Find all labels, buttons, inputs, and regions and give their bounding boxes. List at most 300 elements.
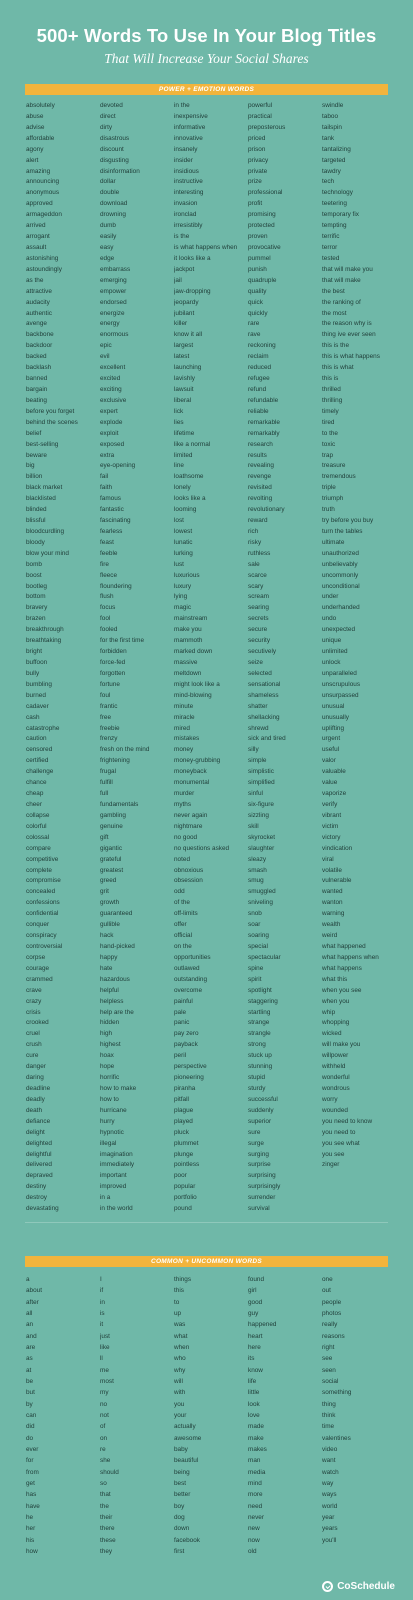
word-item: perspective (174, 1063, 207, 1071)
word-item: is the (174, 233, 190, 241)
word-item: wicked (322, 1030, 342, 1038)
word-item: tired (322, 418, 335, 426)
word-item: awesome (174, 1434, 202, 1442)
word-item: spine (248, 964, 264, 972)
word-item: like a normal (174, 440, 211, 448)
word-item: vibrant (322, 811, 342, 819)
word-item: fleece (100, 571, 118, 579)
word-item: boost (26, 571, 42, 579)
word-item: opportunities (174, 953, 211, 961)
word-item: best (174, 1479, 187, 1487)
word-item: hope (100, 1063, 115, 1071)
word-item: frightening (100, 757, 130, 765)
word-item: outlawed (174, 964, 200, 972)
word-item: never (248, 1513, 264, 1521)
word-item: timely (322, 407, 339, 415)
word-item: fresh on the mind (100, 746, 150, 754)
word-item: growth (100, 899, 120, 907)
word-item: disinformation (100, 167, 140, 175)
word-item: dollar (100, 178, 116, 186)
word-item: here (248, 1343, 261, 1351)
word-item: helpful (100, 986, 119, 994)
word-item: snob (248, 910, 262, 918)
word-item: value (322, 779, 338, 787)
word-item: killer (174, 320, 188, 328)
word-item: undo (322, 615, 337, 623)
word-item: armageddon (26, 211, 62, 219)
word-item: made (248, 1423, 264, 1431)
word-item: how (26, 1547, 38, 1555)
word-item: and (26, 1332, 37, 1340)
word-item: right (322, 1343, 335, 1351)
word-item: for (26, 1457, 34, 1465)
word-item: girl (248, 1287, 257, 1295)
word-item: in the world (100, 1205, 133, 1213)
word-item: poor (174, 1172, 187, 1180)
word-item: boy (174, 1502, 185, 1510)
word-item: easily (100, 233, 117, 241)
word-item: tech (322, 178, 335, 186)
word-item: complete (26, 866, 52, 874)
word-item: download (100, 200, 128, 208)
word-item: video (322, 1445, 338, 1453)
word-item: helpless (100, 997, 124, 1005)
word-item: empower (100, 287, 127, 295)
word-item: hurricane (100, 1106, 127, 1114)
word-item: shellacking (248, 713, 280, 721)
word-item: drowning (100, 211, 126, 219)
word-item: powerful (248, 102, 273, 109)
word-item: assault (26, 243, 47, 251)
word-item: plunge (174, 1150, 194, 1158)
word-item: lonely (174, 484, 191, 492)
word-item: sturdy (248, 1084, 266, 1092)
word-item: your (174, 1411, 187, 1419)
word-item: belief (26, 429, 42, 437)
word-item: concealed (26, 888, 56, 896)
word-item: lick (174, 407, 184, 415)
word-item: all (26, 1309, 33, 1317)
word-item: refund (248, 385, 267, 393)
word-item: attractive (26, 287, 52, 295)
word-item: dumb (100, 222, 116, 230)
word-item: immediately (100, 1161, 135, 1169)
word-item: skyrocket (248, 833, 275, 841)
word-item: unusual (322, 702, 345, 710)
word-item: blinded (26, 506, 47, 514)
word-item: myths (174, 801, 192, 808)
word-item: thrilling (322, 396, 343, 404)
word-item: trap (322, 451, 334, 459)
word-item: weird (322, 932, 338, 940)
word-item: simplified (248, 779, 275, 787)
word-item: marked down (174, 648, 213, 656)
word-item: protected (248, 222, 275, 230)
word-item: crave (26, 986, 42, 994)
word-item: backdoor (26, 342, 53, 350)
word-item: informative (174, 123, 206, 131)
word-item: tailspin (322, 123, 342, 131)
word-item: mistakes (174, 735, 200, 743)
word-item: buffoon (26, 659, 48, 667)
word-item: destiny (26, 1183, 47, 1191)
word-item: practical (248, 112, 272, 120)
word-item: makes (248, 1445, 267, 1453)
word-item: offer (174, 921, 187, 929)
word-item: pioneering (174, 1074, 204, 1082)
word-item: chance (26, 779, 47, 787)
word-item: official (174, 932, 192, 940)
word-item: valentines (322, 1434, 351, 1442)
word-item: slaughter (248, 844, 275, 852)
word-item: victim (322, 822, 339, 830)
word-item: of the (174, 899, 190, 907)
word-item: professional (248, 189, 283, 197)
word-item: frantic (100, 702, 118, 710)
word-item: wounded (322, 1106, 348, 1114)
word-item: horrific (100, 1074, 120, 1082)
word-item: when you (322, 997, 350, 1005)
word-item: pay zero (174, 1030, 199, 1038)
word-item: prison (248, 145, 266, 153)
word-item: it (100, 1321, 104, 1329)
word-item: lust (174, 560, 184, 568)
word-item: defiance (26, 1117, 51, 1125)
word-item: was (174, 1321, 186, 1329)
word-item: on the (174, 942, 192, 950)
word-item: backlash (26, 364, 52, 372)
word-item: think (322, 1411, 336, 1419)
word-item: refundable (248, 396, 279, 404)
word-item: conquer (26, 921, 50, 929)
word-item: meltdown (174, 669, 202, 677)
word-item: lost (174, 517, 184, 525)
word-item: magic (174, 604, 192, 612)
word-item: astonishing (26, 254, 59, 262)
word-item: blow your mind (26, 549, 69, 557)
word-item: worry (322, 1095, 338, 1103)
word-item: what happens when (322, 953, 379, 961)
word-item: gullible (100, 921, 120, 929)
word-item: energize (100, 309, 125, 317)
word-item: caution (26, 735, 47, 743)
word-item: way (322, 1479, 334, 1487)
word-item: energy (100, 320, 120, 328)
word-item: but (26, 1389, 35, 1397)
word-item: focus (100, 604, 116, 612)
coschedule-logo (322, 1581, 395, 1592)
word-item: startling (248, 1008, 271, 1016)
word-item: want (322, 1457, 336, 1465)
word-item: results (248, 451, 267, 459)
word-item: social (322, 1377, 339, 1385)
word-item: withheld (322, 1063, 346, 1071)
word-column (322, 101, 396, 1215)
word-item: pluck (174, 1128, 189, 1136)
word-item: hidden (100, 1019, 120, 1027)
word-item: this is what (322, 364, 354, 372)
word-item: fundamentals (100, 801, 139, 808)
word-item: about (26, 1287, 42, 1295)
word-item: sale (248, 560, 260, 568)
word-item: obsession (174, 877, 203, 885)
word-item: never again (174, 811, 208, 819)
word-item: staggering (248, 997, 278, 1005)
word-item: interesting (174, 189, 204, 197)
word-item: bomb (26, 560, 42, 568)
word-item: secrets (248, 615, 269, 623)
word-item: loathsome (174, 473, 204, 481)
word-item: important (100, 1172, 127, 1180)
word-item: billion (26, 473, 43, 481)
word-item: easy (100, 243, 114, 251)
word-item: surprising (248, 1172, 276, 1180)
word-item: is what happens when (174, 243, 238, 251)
word-item: shrewd (248, 724, 269, 732)
word-item: ultimate (322, 538, 345, 546)
word-item: silly (248, 746, 259, 754)
word-item: audacity (26, 298, 50, 306)
word-item: more (248, 1491, 263, 1499)
word-item: something (322, 1389, 352, 1397)
word-item: uncommonly (322, 571, 359, 579)
word-item: invasion (174, 200, 198, 208)
word-item: revealing (248, 462, 274, 470)
word-item: faith (100, 484, 113, 492)
checkmark-circle-icon (322, 1581, 333, 1592)
word-item: things (174, 1276, 192, 1283)
word-item: remarkably (248, 429, 280, 437)
word-item: you see (322, 1150, 345, 1158)
word-item: fearless (100, 527, 123, 535)
word-item: private (248, 167, 268, 175)
word-item: cure (26, 1052, 39, 1060)
word-column (248, 1274, 322, 1557)
word-item: rich (248, 527, 259, 535)
word-column (100, 101, 174, 1215)
word-item: not (100, 1411, 109, 1419)
word-item: do (26, 1434, 34, 1442)
word-item: fire (100, 560, 109, 568)
word-item: hurry (100, 1117, 115, 1125)
word-column (100, 1274, 174, 1557)
word-item: hate (100, 964, 113, 972)
word-item: this is the (322, 342, 349, 350)
word-item: deadline (26, 1084, 51, 1092)
word-item: really (322, 1321, 338, 1329)
word-item: emerging (100, 276, 127, 284)
word-item: turn the tables (322, 527, 363, 535)
word-item: sure (248, 1128, 261, 1136)
word-item: money-grubbing (174, 757, 221, 765)
word-item: she (100, 1457, 111, 1465)
word-item: quadruple (248, 276, 277, 284)
word-item: crooked (26, 1019, 49, 1027)
word-item: searing (248, 604, 269, 612)
word-item: willpower (322, 1052, 349, 1060)
word-item: in a (100, 1194, 111, 1202)
word-item: this (174, 1287, 184, 1295)
word-item: soar (248, 921, 261, 929)
word-item: will make you (322, 1041, 361, 1049)
word-item: promising (248, 211, 276, 219)
word-item: in (100, 1298, 105, 1306)
word-item: triumph (322, 495, 344, 503)
word-item: who (174, 1355, 186, 1363)
word-item: ll (100, 1355, 103, 1363)
word-item: unlock (322, 659, 341, 667)
word-item: depraved (26, 1172, 53, 1180)
word-item: deadly (26, 1095, 45, 1103)
word-item: absolutely (26, 102, 55, 109)
word-item: happy (100, 953, 118, 961)
word-item: best-selling (26, 440, 59, 448)
word-item: year (322, 1513, 335, 1521)
word-item: that (100, 1491, 111, 1499)
word-item: advise (26, 123, 45, 131)
word-item: payback (174, 1041, 198, 1049)
word-item: is (100, 1309, 105, 1317)
word-item: danger (26, 1063, 46, 1071)
word-item: make (248, 1434, 264, 1442)
word-item: frugal (100, 768, 116, 776)
word-item: ever (26, 1445, 39, 1453)
word-item: off-limits (174, 910, 198, 918)
word-item: try before you buy (322, 517, 374, 525)
word-item: how to (100, 1095, 119, 1103)
word-item: flush (100, 593, 114, 601)
word-item: anonymous (26, 189, 60, 197)
word-item: imagination (100, 1150, 133, 1158)
word-item: extra (100, 451, 115, 459)
word-item: played (174, 1117, 193, 1125)
word-item: warning (322, 910, 345, 918)
word-item: piranha (174, 1084, 196, 1092)
word-item: profit (248, 200, 263, 208)
word-item: pitfall (174, 1095, 189, 1103)
word-item: so (100, 1479, 107, 1487)
word-item: popular (174, 1183, 196, 1191)
word-item: beware (26, 451, 47, 459)
word-item: mainstream (174, 615, 208, 623)
word-item: unique (322, 637, 342, 645)
brand-name: CoSchedule (337, 1581, 395, 1592)
word-item: proven (248, 233, 268, 241)
word-item: frenzy (100, 735, 118, 743)
word-item: shameless (248, 691, 279, 699)
word-item: confidential (26, 910, 59, 918)
word-item: grateful (100, 855, 122, 863)
word-item: reliable (248, 407, 269, 415)
word-item: nightmare (174, 822, 203, 830)
word-item: moneyback (174, 768, 207, 776)
word-item: scary (248, 582, 264, 590)
word-item: revolutionary (248, 506, 285, 514)
word-item: know (248, 1366, 263, 1374)
word-item: jubilant (174, 309, 195, 317)
word-item: massive (174, 659, 198, 667)
word-item: these (100, 1536, 116, 1544)
word-item: courage (26, 964, 50, 972)
word-item: re (100, 1445, 106, 1453)
word-item: tantalizing (322, 145, 351, 153)
word-item: bravery (26, 604, 48, 612)
word-item: peril (174, 1052, 187, 1060)
word-item: unbelievably (322, 560, 358, 568)
word-item: unexpected (322, 626, 356, 634)
word-item: seize (248, 659, 263, 667)
word-item: excited (100, 375, 121, 383)
word-item: mired (174, 724, 190, 732)
word-item: looming (174, 506, 197, 514)
word-item: high (100, 1030, 113, 1038)
word-item: fooled (100, 626, 118, 634)
word-item: cheer (26, 801, 42, 808)
word-item: dirty (100, 123, 113, 131)
word-item: mammoth (174, 637, 203, 645)
word-item: fool (100, 615, 111, 623)
word-item: punish (248, 265, 267, 273)
word-item: luxurious (174, 571, 200, 579)
word-item: wonderful (322, 1074, 350, 1082)
word-item: thing (322, 1400, 336, 1408)
word-item: reckoning (248, 342, 276, 350)
word-item: forbidden (100, 648, 127, 656)
word-item: media (248, 1468, 266, 1476)
word-item: pointless (174, 1161, 200, 1169)
word-item: unusually (322, 713, 350, 721)
word-item: cash (26, 713, 40, 721)
word-item: up (174, 1309, 182, 1317)
word-item: breakthrough (26, 626, 64, 634)
word-item: insider (174, 156, 193, 164)
word-item: blissful (26, 517, 46, 525)
word-item: viral (322, 855, 334, 863)
word-item: teetering (322, 200, 347, 208)
word-item: big (26, 462, 35, 470)
word-item: vindication (322, 844, 353, 852)
word-item: victory (322, 833, 341, 841)
word-item: revolting (248, 495, 273, 503)
word-item: revenge (248, 473, 272, 481)
word-item: hazardous (100, 975, 130, 983)
word-item: tremendous (322, 473, 356, 481)
word-item: insidious (174, 167, 199, 175)
word-item: forgotten (100, 669, 126, 677)
word-item: treasure (322, 462, 346, 470)
word-item: temporary fix (322, 211, 359, 219)
word-item: gambling (100, 811, 126, 819)
word-item: hypnotic (100, 1128, 124, 1136)
word-item: this is what happens (322, 353, 380, 361)
word-item: full (100, 790, 109, 798)
word-item: unscrupulous (322, 680, 361, 688)
word-item: help are the (100, 1008, 134, 1016)
word-item: people (322, 1298, 342, 1306)
word-item: devastating (26, 1205, 59, 1213)
word-item: jail (174, 276, 182, 284)
word-item: painful (174, 997, 193, 1005)
word-item: secure (248, 626, 268, 634)
section-banner-power-emotion: POWER + EMOTION WORDS (25, 84, 388, 95)
word-item: strong (248, 1041, 266, 1049)
word-item: sizzling (248, 811, 269, 819)
word-item: grit (100, 888, 109, 896)
word-item: whopping (322, 1019, 350, 1027)
word-item: reclaim (248, 353, 269, 361)
power-emotion-word-columns (26, 101, 396, 1215)
word-item: has (26, 1491, 37, 1499)
